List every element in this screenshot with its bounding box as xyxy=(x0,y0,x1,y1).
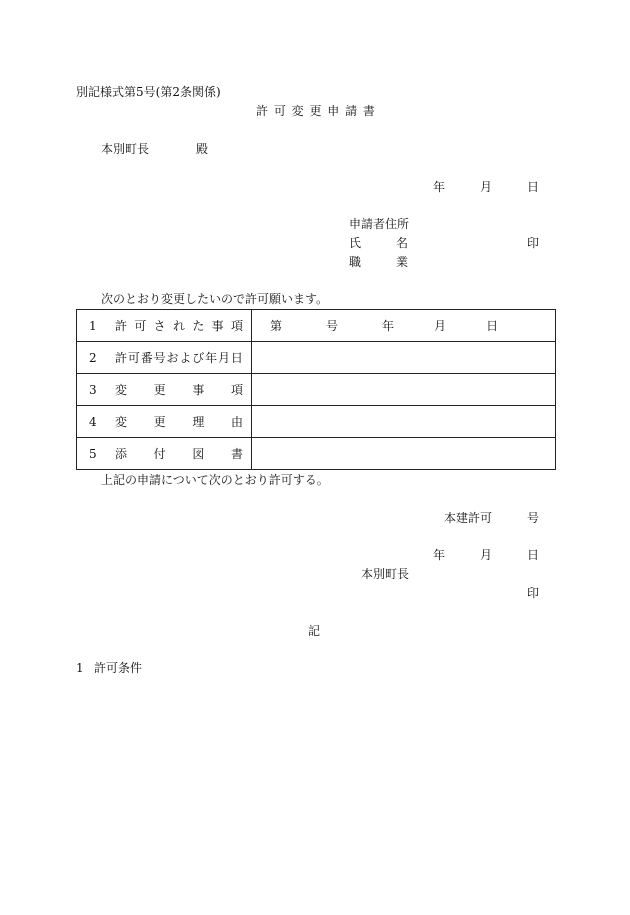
row-value-cell[interactable] xyxy=(252,342,556,374)
row-label-char: 年 xyxy=(205,351,218,365)
row-label-char: 図 xyxy=(192,447,205,461)
row-label-char: 許 xyxy=(115,319,128,333)
row-label-char: 更 xyxy=(153,383,166,397)
row-label-char: 号 xyxy=(153,351,166,365)
row-value-cell[interactable] xyxy=(252,438,556,470)
row-value-cell[interactable] xyxy=(252,310,556,342)
row-label-cell xyxy=(77,342,252,374)
applicant-name-label-1: 氏 xyxy=(349,236,362,250)
date-year-label: 年 xyxy=(433,180,446,194)
applicant-address-label: 申請者住所 xyxy=(349,217,410,231)
row-label-cell xyxy=(77,374,252,406)
application-table xyxy=(76,309,556,470)
row-label-char: 変 xyxy=(115,383,128,397)
row-value-char: 号 xyxy=(326,319,339,333)
approval-year-label: 年 xyxy=(433,548,446,562)
row-label-char: 許 xyxy=(115,351,128,365)
row-number: 2 xyxy=(89,350,97,365)
date-day-label: 日 xyxy=(527,180,540,194)
table-row xyxy=(77,406,556,438)
date-month-label: 月 xyxy=(480,180,493,194)
row-label-char: 可 xyxy=(134,319,147,333)
row-label-cell xyxy=(77,438,252,470)
row-label-char: た xyxy=(192,319,205,333)
row-value-char: 年 xyxy=(382,319,395,333)
table-row xyxy=(77,438,556,470)
row-label-char: 添 xyxy=(115,447,128,461)
form-id: 別記様式第5号(第2条関係) xyxy=(76,85,221,99)
ki-heading: 記 xyxy=(308,624,321,638)
row-number: 4 xyxy=(89,414,97,429)
addressee-honorific: 殿 xyxy=(196,142,209,156)
row-label xyxy=(115,413,243,430)
row-value-char: 日 xyxy=(486,319,499,333)
table-row xyxy=(77,310,556,342)
document-title: 許 可 変 更 申 請 書 xyxy=(256,104,376,118)
applicant-seal: 印 xyxy=(527,236,540,250)
row-label-char: 付 xyxy=(153,447,166,461)
row-label-char: れ xyxy=(172,319,185,333)
row-label-char: 更 xyxy=(153,415,166,429)
approval-mayor: 本別町長 xyxy=(361,567,410,581)
condition-number: 1 xyxy=(76,661,84,675)
row-label xyxy=(115,381,243,398)
row-value-cell[interactable] xyxy=(252,406,556,438)
row-number: 3 xyxy=(89,382,97,397)
row-number: 5 xyxy=(89,446,97,461)
row-label-char: 日 xyxy=(230,351,243,365)
permit-suffix: 号 xyxy=(527,511,540,525)
row-label-char: お xyxy=(166,351,179,365)
row-label-char: さ xyxy=(153,319,166,333)
row-value-char: 月 xyxy=(434,319,447,333)
applicant-job-label-2: 業 xyxy=(396,255,409,269)
row-label-char: 書 xyxy=(230,447,243,461)
approval-seal: 印 xyxy=(527,586,540,600)
row-label-char: 変 xyxy=(115,415,128,429)
row-value-cell[interactable] xyxy=(252,374,556,406)
row-label-char: 項 xyxy=(230,383,243,397)
row-label-cell xyxy=(77,310,252,342)
row-label-char: よ xyxy=(179,351,192,365)
table-row xyxy=(77,342,556,374)
row-label-char: び xyxy=(192,351,205,365)
applicant-name-label-2: 名 xyxy=(396,236,409,250)
row-label xyxy=(115,349,243,366)
row-label-char: 理 xyxy=(192,415,205,429)
row-label-char: 項 xyxy=(230,319,243,333)
row-label-char: 事 xyxy=(211,319,224,333)
row-label-char: 可 xyxy=(127,351,140,365)
row-label-char: 由 xyxy=(230,415,243,429)
approval-day-label: 日 xyxy=(527,548,540,562)
row-value-char: 第 xyxy=(270,319,283,333)
applicant-job-label-1: 職 xyxy=(349,255,362,269)
row-label-char: 月 xyxy=(218,351,231,365)
row-label-char: 事 xyxy=(192,383,205,397)
row-label-char: 番 xyxy=(140,351,153,365)
row-number: 1 xyxy=(89,318,97,333)
row-label-cell xyxy=(77,406,252,438)
addressee-name: 本別町長 xyxy=(101,142,150,156)
table-row xyxy=(77,374,556,406)
approval-month-label: 月 xyxy=(480,548,493,562)
permit-prefix: 本建許可 xyxy=(444,511,493,525)
row-label xyxy=(115,317,243,334)
intro-text: 次のとおり変更したいので許可願います。 xyxy=(101,292,329,306)
condition-label: 許可条件 xyxy=(94,661,143,675)
approval-text: 上記の申請について次のとおり許可する。 xyxy=(101,473,329,487)
row-label xyxy=(115,445,243,462)
